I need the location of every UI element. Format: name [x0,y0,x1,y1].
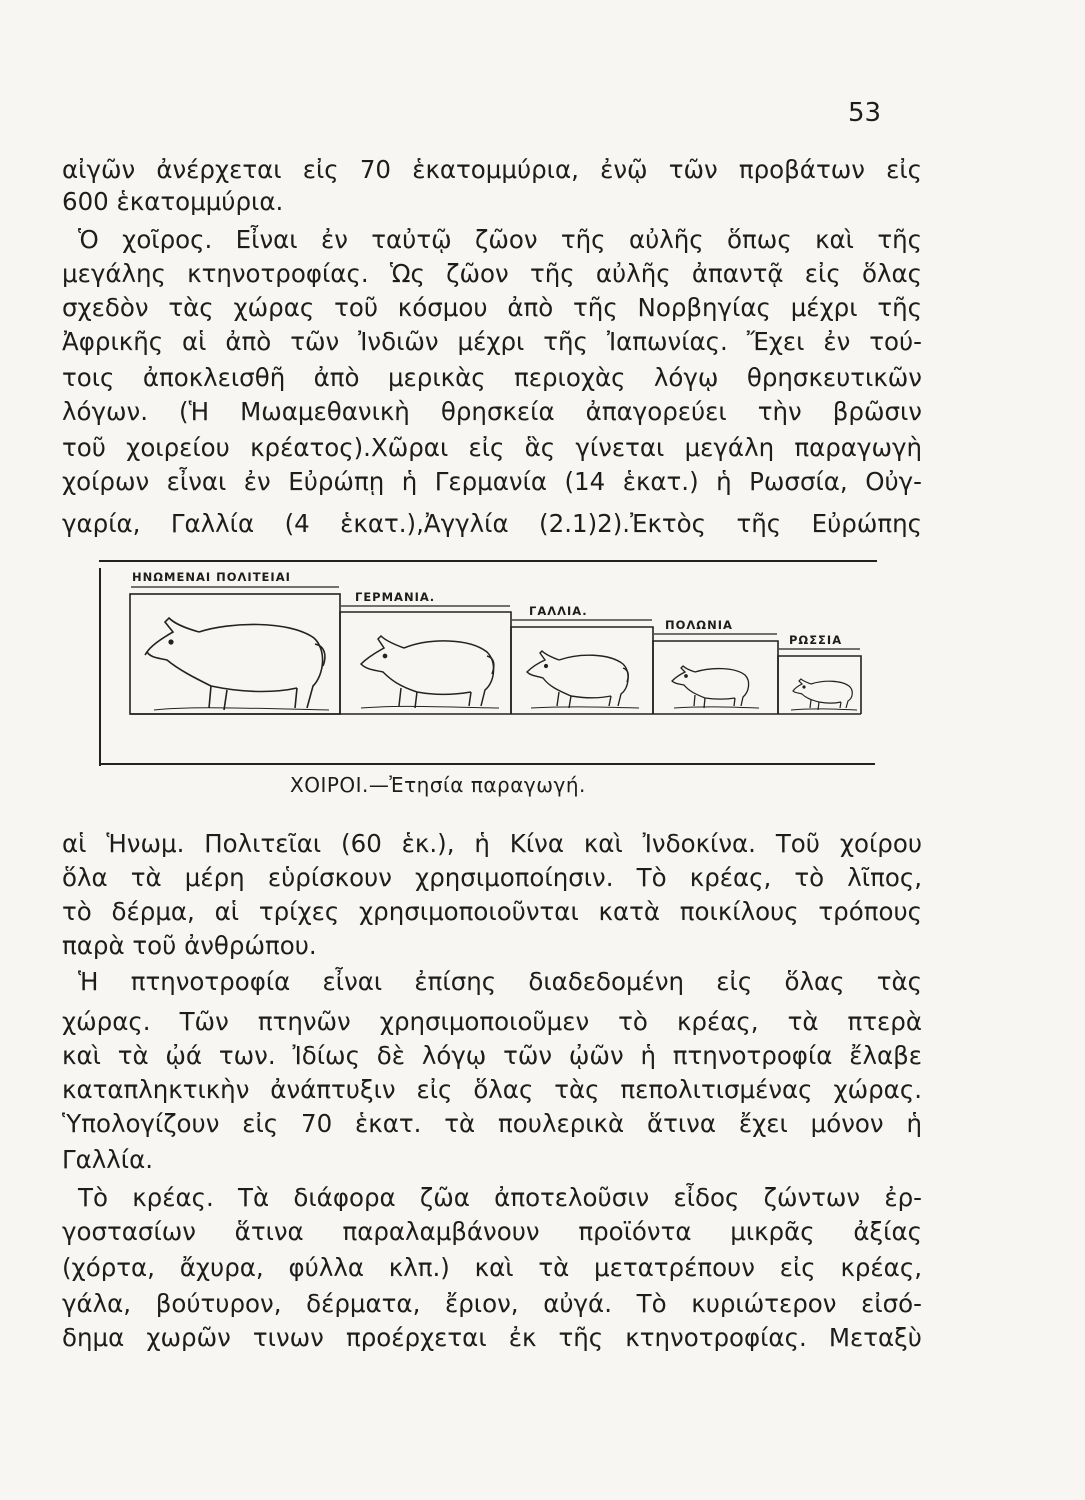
page-number: 53 [848,98,882,128]
text-line: σχεδὸν τὰς χώρας τοῦ κόσμου ἀπὸ τῆς Νορβηγίας μέχρι τῆς [62,293,922,322]
pig-russia-icon [791,679,857,710]
text-line: τὸ δέρμα, αἱ τρίχες χρησιμοποιοῦνται κατὰ ποικίλους τρόπους [62,897,922,926]
text-line: λόγων. (Ἡ Μωαμεθανικὴ θρησκεία ἀπαγορεύει τὴν βρῶσιν [62,397,922,426]
pig-usa-icon [145,618,329,710]
pig-bars-drawing [99,560,879,770]
text-line: δημα χωρῶν τινων προέρχεται ἐκ τῆς κτηνοτροφίας. Μεταξὺ [62,1323,922,1352]
figure-caption: ΧΟΙΡΟΙ.—Ἐτησία παραγωγή. [290,773,586,797]
text-line: παρὰ τοῦ ἀνθρώπου. [62,931,317,960]
text-line: ὅλα τὰ μέρη εὑρίσκουν χρησιμοποίησιν. Τὸ κρέας, τὸ λῖπος, [62,863,922,892]
label-poland: ΠΟΛΩΝΙΑ [665,618,733,632]
text-line: χώρας. Τῶν πτηνῶν χρησιμοποιοῦμεν τὸ κρέας, τὰ πτερὰ [62,1007,922,1036]
pig-france-icon [527,651,639,708]
text-line: καταπληκτικὴν ἀνάπτυξιν εἰς ὅλας τὰς πεπολιτισμένας χώρας. [62,1075,922,1104]
text-line: (χόρτα, ἄχυρα, φύλλα κλπ.) καὶ τὰ μετατρέπουν εἰς κρέας, [62,1253,922,1282]
text-line: τοῦ χοιρείου κρέατος).Χῶραι εἰς ἃς γίνεται μεγάλη παραγωγὴ [62,433,922,462]
text-line: Ὑπολογίζουν εἰς 70 ἑκατ. τὰ πουλερικὰ ἅτινα ἔχει μόνον ἡ [62,1109,922,1138]
text-line: Ὁ χοῖρος. Εἶναι ἐν ταὐτῷ ζῶον τῆς αὐλῆς ὅπως καὶ τῆς [78,225,922,254]
text-line: γοστασίων ἅτινα παραλαμβάνουν προϊόντα μικρᾶς ἀξίας [62,1217,922,1246]
pig-germany-icon [361,636,499,708]
text-line: αἰγῶν ἀνέρχεται εἰς 70 ἑκατομμύρια, ἐνῷ τῶν προβάτων εἰς [62,155,922,184]
text-line: Γαλλία. [62,1145,154,1174]
text-line: μεγάλης κτηνοτροφίας. Ὡς ζῶον τῆς αὐλῆς ἀπαντᾷ εἰς ὅλας [62,259,922,288]
text-line: Ἡ πτηνοτροφία εἶναι ἐπίσης διαδεδομένη εἰς ὅλας τὰς [78,967,922,996]
label-united-states: ΗΝΩΜΕΝΑΙ ΠΟΛΙΤΕΙΑΙ [132,570,291,584]
pig-production-figure [99,560,879,770]
text-line: τοις ἀποκλεισθῆ ἀπὸ μερικὰς περιοχὰς λόγῳ θρησκευτικῶν [62,363,922,392]
text-line: καὶ τὰ ᾠά των. Ἰδίως δὲ λόγῳ τῶν ᾠῶν ἡ πτηνοτροφία ἔλαβε [62,1041,922,1070]
text-line: γαρία, Γαλλία (4 ἑκατ.),Ἀγγλία (2.1)2).Ἐκτὸς τῆς Εὐρώπης [62,509,922,538]
label-france: ΓΑΛΛΙΑ. [529,604,588,618]
text-line: χοίρων εἶναι ἐν Εὐρώπῃ ἡ Γερμανία (14 ἑκατ.) ἡ Ρωσσία, Οὐγ- [62,467,922,496]
pig-poland-icon [672,666,759,708]
label-russia: ΡΩΣΣΙΑ [789,633,843,647]
text-line: Τὸ κρέας. Τὰ διάφορα ζῶα ἀποτελοῦσιν εἶδος ζώντων ἐρ- [78,1183,922,1212]
text-line: Ἀφρικῆς αἱ ἀπὸ τῶν Ἰνδιῶν μέχρι τῆς Ἰαπωνίας. Ἔχει ἐν τού- [62,327,922,356]
text-line: 600 ἑκατομμύρια. [62,187,284,216]
label-germany: ΓΕΡΜΑΝΙΑ. [355,590,436,604]
text-line: αἱ Ἡνωμ. Πολιτεῖαι (60 ἑκ.), ἡ Κίνα καὶ Ἰνδοκίνα. Τοῦ χοίρου [62,829,922,858]
text-line: γάλα, βούτυρον, δέρματα, ἔριον, αὐγά. Τὸ κυριώτερον εἰσό- [62,1289,922,1318]
